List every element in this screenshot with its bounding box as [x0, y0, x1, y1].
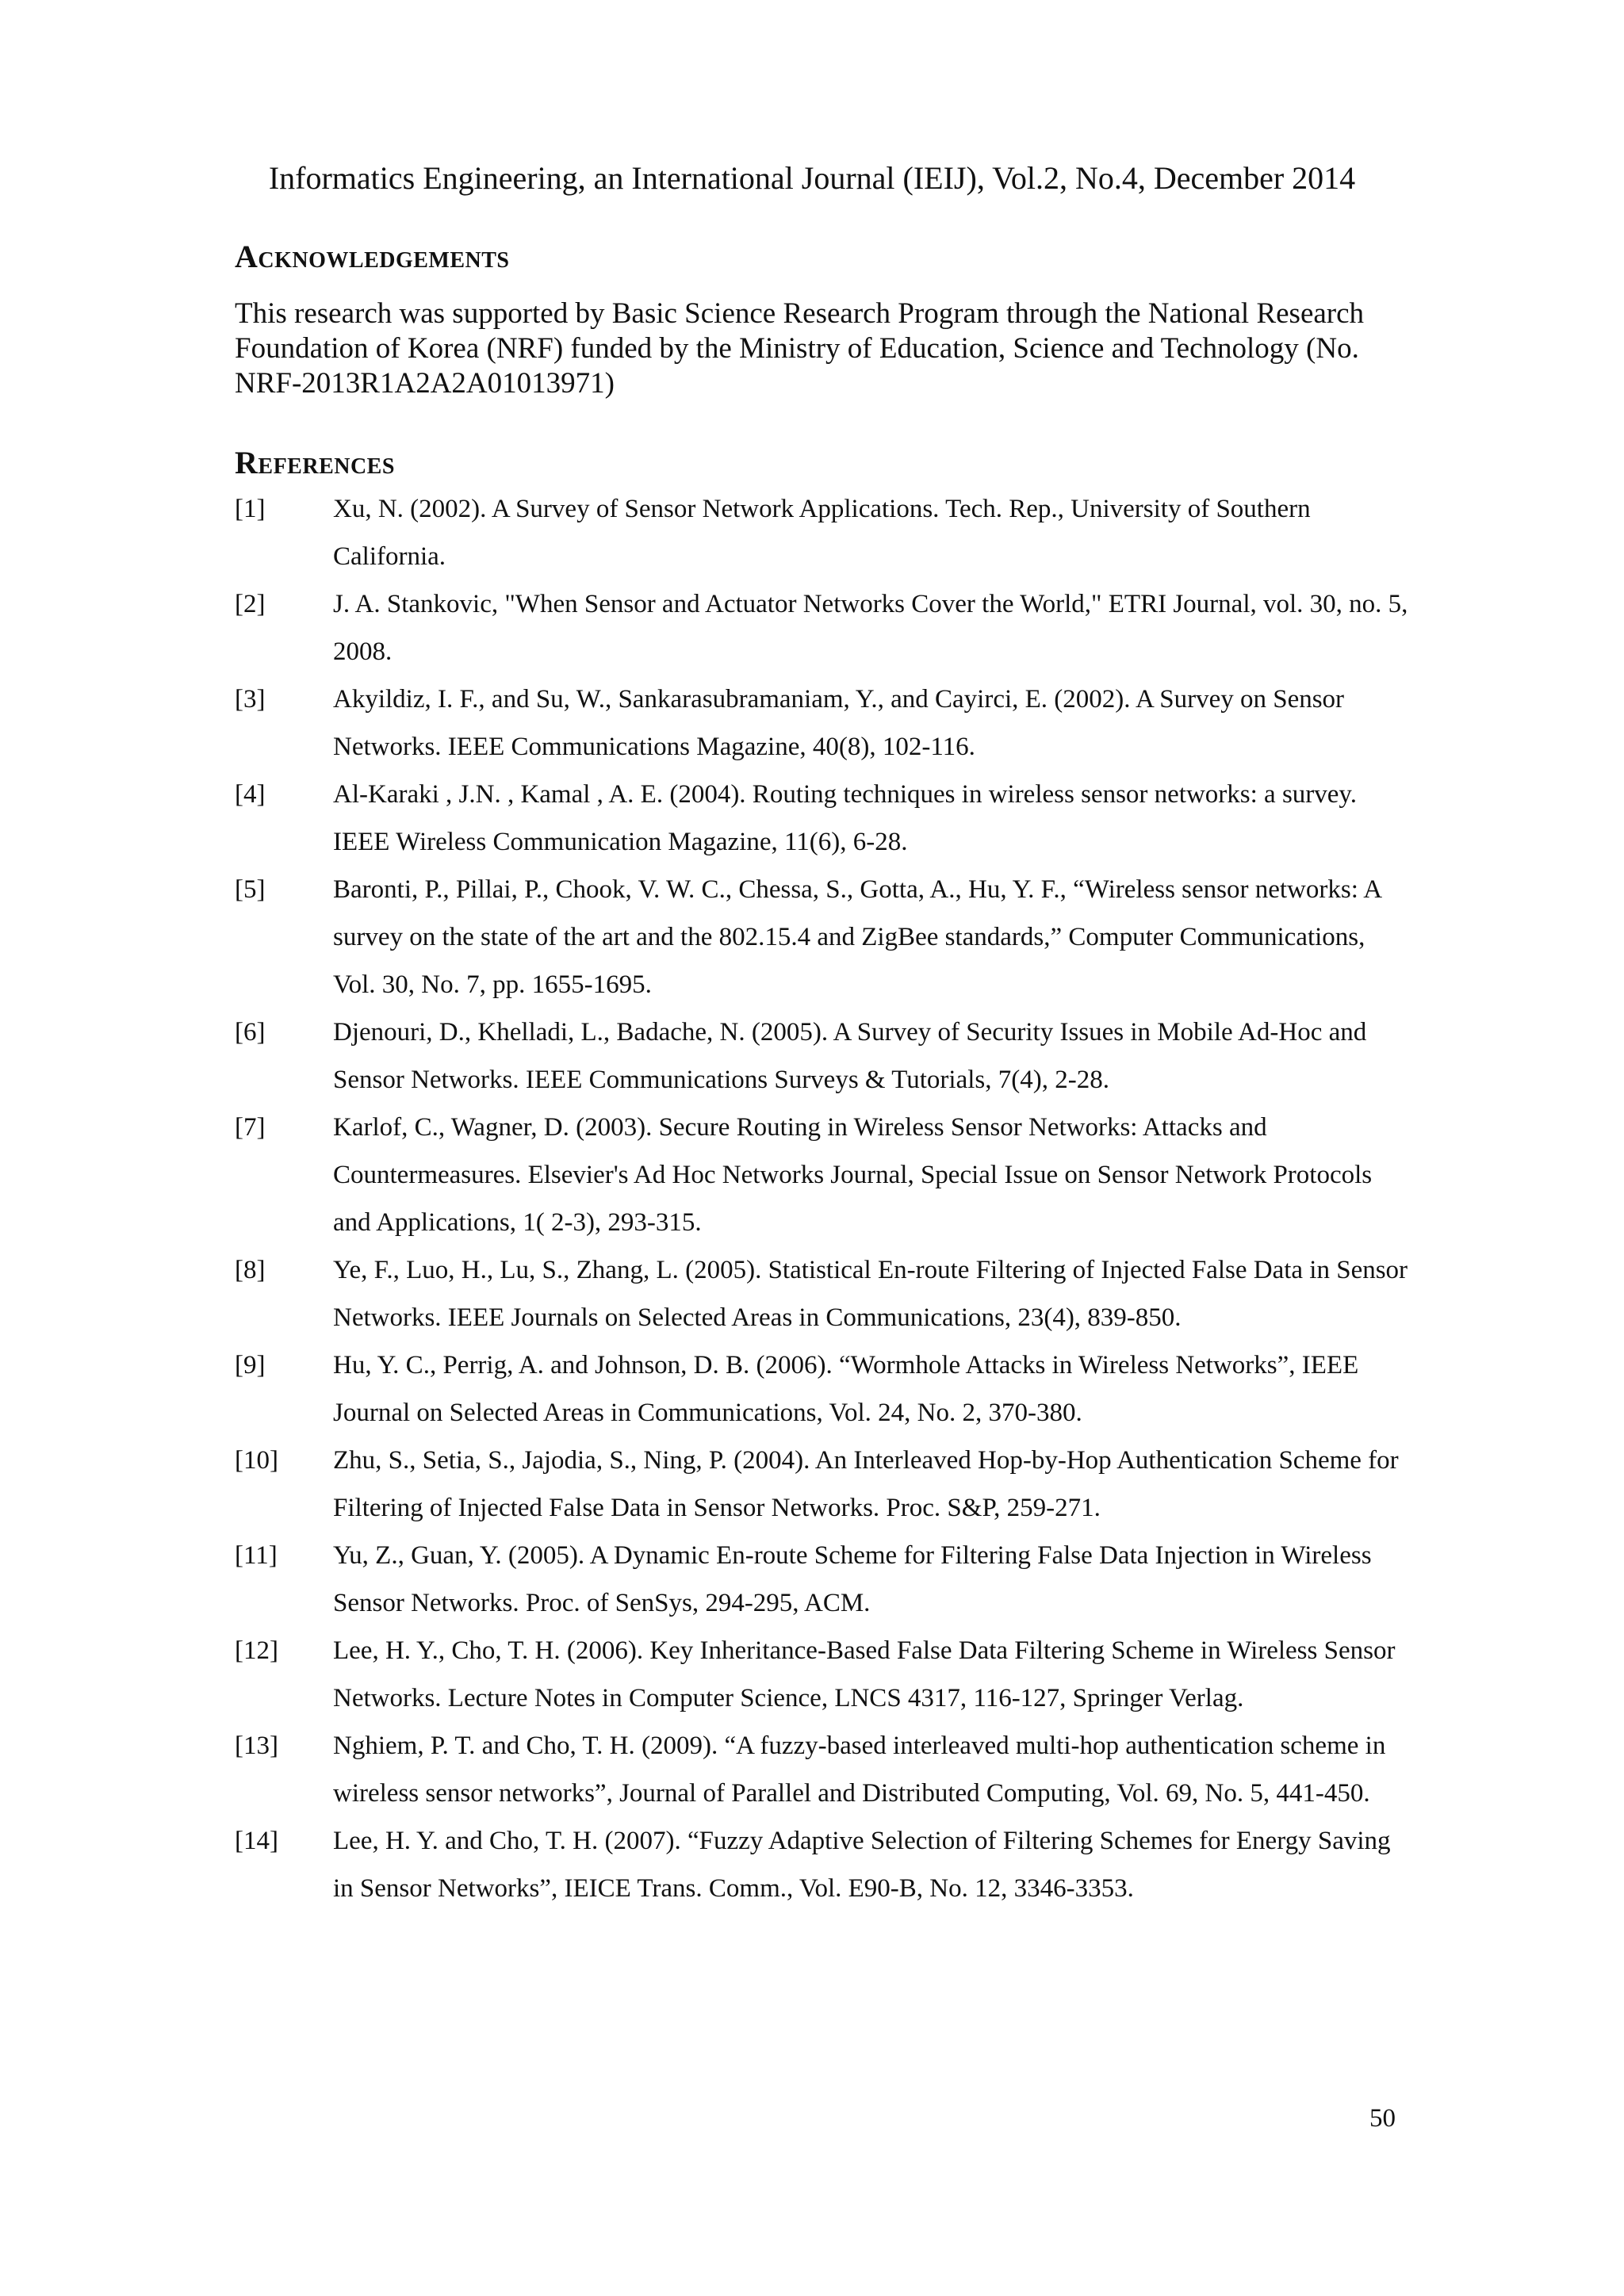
reference-item [235, 866, 1408, 1008]
reference-text: Djenouri, D., Khelladi, L., Badache, N. (2005). A Survey of Security Issues in Mobile Ad-Hoc and Sensor Networks. IEEE Communications Surveys & Tutorials, 7(4), 2-28. [333, 1018, 1367, 1094]
reference-text: Hu, Y. C., Perrig, A. and Johnson, D. B. (2006). “Wormhole Attacks in Wireless Networks”, IEEE Journal on Selected Areas in Communications, Vol. 24, No. 2, 370-380. [333, 1351, 1359, 1427]
reference-number: [6] [235, 1018, 266, 1047]
reference-text: Yu, Z., Guan, Y. (2005). A Dynamic En-route Scheme for Filtering False Data Injection in Wireless Sensor Networks. Proc. of SenSys, 294-295, ACM. [333, 1541, 1372, 1617]
reference-text: Baronti, P., Pillai, P., Chook, V. W. C., Chessa, S., Gotta, A., Hu, Y. F., “Wireless sensor networks: A survey on the state of the art and the 802.15.4 and ZigBee standards,” Computer Communications, Vol. 30, No. 7, pp. 1655-1695. [333, 875, 1381, 999]
acknowledgements-heading: Acknowledgements [235, 239, 510, 274]
reference-item [235, 1722, 1408, 1817]
acknowledgements-text: This research was supported by Basic Science Research Program through the National Research Foundation of Korea (NRF) funded by the Ministry of Education, Science and Technology (No. NRF-2013R1A2A2A01013971) [235, 297, 1365, 400]
reference-number: [5] [235, 875, 266, 904]
reference-text: Akyildiz, I. F., and Su, W., Sankarasubramaniam, Y., and Cayirci, E. (2002). A Survey on Sensor Networks. IEEE Communications Magazine, 40(8), 102-116. [333, 685, 1345, 761]
reference-number: [14] [235, 1827, 278, 1855]
reference-item [235, 580, 1408, 675]
reference-number: [4] [235, 780, 266, 809]
reference-item [235, 1437, 1408, 1532]
reference-number: [7] [235, 1113, 266, 1142]
reference-item [235, 1817, 1408, 1912]
reference-text: Ye, F., Luo, H., Lu, S., Zhang, L. (2005). Statistical En-route Filtering of Injected False Data in Sensor Networks. IEEE Journals on Selected Areas in Communications, 23(4), 839-850. [333, 1256, 1408, 1332]
reference-list [235, 485, 1408, 1912]
reference-text: Karlof, C., Wagner, D. (2003). Secure Routing in Wireless Sensor Networks: Attacks and Countermeasures. Elsevier's Ad Hoc Networks Journal, Special Issue on Sensor Network Protocols and Applications, 1( 2-3), 293-315. [333, 1113, 1373, 1237]
reference-item [235, 1008, 1408, 1104]
reference-number: [13] [235, 1732, 278, 1760]
references-heading: References [235, 445, 395, 480]
reference-text: Al-Karaki , J.N. , Kamal , A. E. (2004). Routing techniques in wireless sensor networks: a survey. IEEE Wireless Communication Magazine, 11(6), 6-28. [333, 780, 1358, 856]
reference-number: [9] [235, 1351, 266, 1380]
reference-text: Xu, N. (2002). A Survey of Sensor Network Applications. Tech. Rep., University of Southern California. [333, 495, 1311, 571]
reference-item [235, 1532, 1408, 1627]
running-header: Informatics Engineering, an International Journal (IEIJ), Vol.2, No.4, December 2014 [268, 160, 1356, 196]
reference-number: [12] [235, 1636, 278, 1665]
reference-text: J. A. Stankovic, "When Sensor and Actuator Networks Cover the World," ETRI Journal, vol. 30, no. 5, 2008. [333, 590, 1408, 666]
reference-item [235, 485, 1408, 580]
reference-item [235, 1104, 1408, 1246]
reference-text: Nghiem, P. T. and Cho, T. H. (2009). “A fuzzy-based interleaved multi-hop authentication scheme in wireless sensor networks”, Journal of Parallel and Distributed Computing, Vol. 69, No. 5, 441-450. [333, 1732, 1386, 1808]
reference-number: [3] [235, 685, 266, 714]
reference-item [235, 675, 1408, 771]
reference-item [235, 1627, 1408, 1722]
reference-text: Zhu, S., Setia, S., Jajodia, S., Ning, P. (2004). An Interleaved Hop-by-Hop Authentication Scheme for Filtering of Injected False Data in Sensor Networks. Proc. S&P, 259-271. [333, 1446, 1399, 1522]
reference-number: [1] [235, 495, 266, 523]
reference-number: [8] [235, 1256, 266, 1284]
reference-number: [2] [235, 590, 266, 618]
reference-number: [11] [235, 1541, 278, 1570]
reference-number: [10] [235, 1446, 278, 1475]
page-number: 50 [1369, 2104, 1396, 2133]
reference-item [235, 771, 1408, 866]
reference-item [235, 1246, 1408, 1341]
reference-text: Lee, H. Y. and Cho, T. H. (2007). “Fuzzy Adaptive Selection of Filtering Schemes for Energy Saving in Sensor Networks”, IEICE Trans. Comm., Vol. E90-B, No. 12, 3346-3353. [333, 1827, 1391, 1903]
reference-text: Lee, H. Y., Cho, T. H. (2006). Key Inheritance-Based False Data Filtering Scheme in Wireless Sensor Networks. Lecture Notes in Computer Science, LNCS 4317, 116-127, Springer Verlag. [333, 1636, 1396, 1712]
reference-item [235, 1341, 1408, 1437]
